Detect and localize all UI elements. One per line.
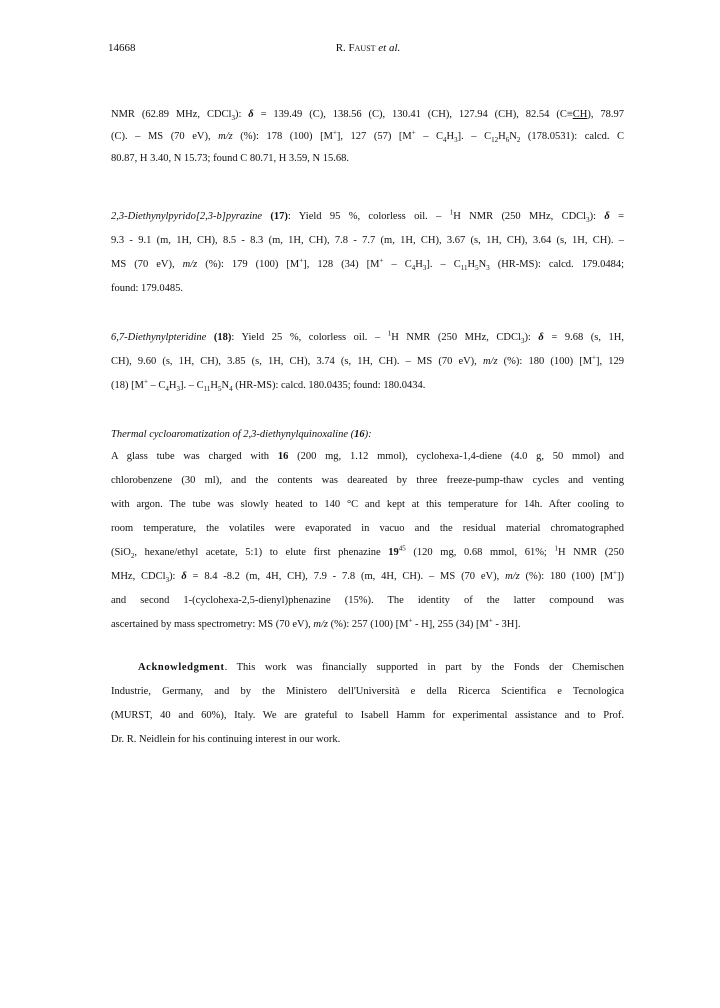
text-line: 2,3-Diethynylpyrido[2,3-b]pyrazine (17): Yield 95 %, colorless oil. – $^1$H NMR (250 MHz, CDCl$_3$): δ = bbox=[111, 208, 625, 225]
text-line: A glass tube was charged with 16 (200 mg, 1.12 mmol), cyclohexa-1,4-diene (4.0 g, 50 mmol) and bbox=[111, 451, 624, 462]
compound-name: 2,3-Diethynylpyrido[2,3-b]pyrazine bbox=[111, 211, 263, 222]
text-line: with argon. The tube was slowly heated to 140 °C and kept at this temperature for 14h. After cooling to bbox=[111, 499, 624, 510]
text-line: and second 1-(cyclohexa-2,5-dienyl)phenazine (15%). The identity of the latter compound was bbox=[111, 595, 624, 606]
running-head-author: R. Faust et al. bbox=[335, 42, 401, 54]
text-line: (18) $[M^+ - C_4H_3]$. – $C_{11}H_5N_4$ (HR-MS): calcd. 180.0435; found: 180.0434. bbox=[111, 377, 426, 394]
text-line: Acknowledgment. This work was financially supported in part by the Fonds der Chemischen bbox=[138, 662, 624, 673]
compound-name: 6,7-Diethynylpteridine bbox=[111, 332, 207, 343]
text-line: CH), 9.60 (s, 1H, CH), 3.85 (s, 1H, CH), 3.74 (s, 1H, CH). – MS (70 eV), m/z (%): 180 (100) [M+], 129 bbox=[111, 353, 624, 367]
text-line: (MURST, 40 and 60%), Italy. We are grateful to Isabell Hamm for experimental assistance and to Prof. bbox=[111, 710, 624, 721]
section-heading: Thermal cycloaromatization of 2,3-diethynylquinoxaline (16): bbox=[111, 429, 372, 440]
text-line: 6,7-Diethynylpteridine (18): Yield 25 %, colorless oil. – $^1$H NMR (250 MHz, CDCl$_3$): δ = 9.68 (s, 1H, bbox=[111, 329, 624, 346]
text-line: chlorobenzene (30 ml), and the contents was deareated by three freeze-pump-thaw cycles and venting bbox=[111, 475, 624, 486]
text-line: Dr. R. Neidlein for his continuing interest in our work. bbox=[111, 734, 341, 745]
text-line: 80.87, H 3.40, N 15.73; found C 80.71, H 3.59, N 15.68. bbox=[111, 153, 349, 164]
text-line: NMR (62.89 MHz, CDCl$_3$): δ = 139.49 (C), 138.56 (C), 130.41 (CH), 127.94 (CH), 82.54 (C≡CH), 78.97 bbox=[111, 109, 624, 123]
text-line: (C). – MS (70 eV), m/z (%): 178 (100) [M+], 127 (57) $[M^+ - C_4H_3]$. – $C_{12}H_6N_2$ (178.0531): calcd. C bbox=[111, 128, 625, 145]
running-header bbox=[108, 42, 628, 62]
text-line: room temperature, the volatiles were evaporated in vacuo and the residual material chromatographed bbox=[111, 523, 624, 534]
text-line: found: 179.0485. bbox=[111, 283, 184, 294]
text-line: MHz, CDCl$_3$): δ = 8.4 -8.2 (m, 4H, CH), 7.9 - 7.8 (m, 4H, CH). – MS (70 eV), m/z (%): 180 (100) [M+]) bbox=[111, 568, 624, 585]
page-number: 14668 bbox=[108, 42, 136, 54]
text-line: 9.3 - 9.1 (m, 1H, CH), 8.5 - 8.3 (m, 1H, CH), 7.8 - 7.7 (m, 1H, CH), 3.67 (s, 1H, CH), 3.64 (s, 1H, CH). – bbox=[111, 235, 624, 246]
text-line: MS (70 eV), m/z (%): 179 (100) [M+], 128 (34) $[M^+ - C_4H_3]$. – $C_{11}H_5N_3$ (HR-MS): calcd. 179.0484; bbox=[111, 256, 624, 273]
acknowledgment-heading: Acknowledgment bbox=[138, 662, 225, 673]
text-line: Industrie, Germany, and by the Ministero dell'Università e della Ricerca Scientifica e Tecnologica bbox=[111, 686, 624, 697]
text-line: (SiO$_2$, hexane/ethyl acetate, 5:1) to elute first phenazine $19^{45}$ (120 mg, 0.68 mmol, 61%; $^1$H NMR (250 bbox=[111, 544, 624, 561]
text-line: ascertained by mass spectrometry: MS (70 eV), m/z (%): 257 (100) [M+ - H], 255 (34) [M+ - 3H]. bbox=[111, 616, 521, 630]
